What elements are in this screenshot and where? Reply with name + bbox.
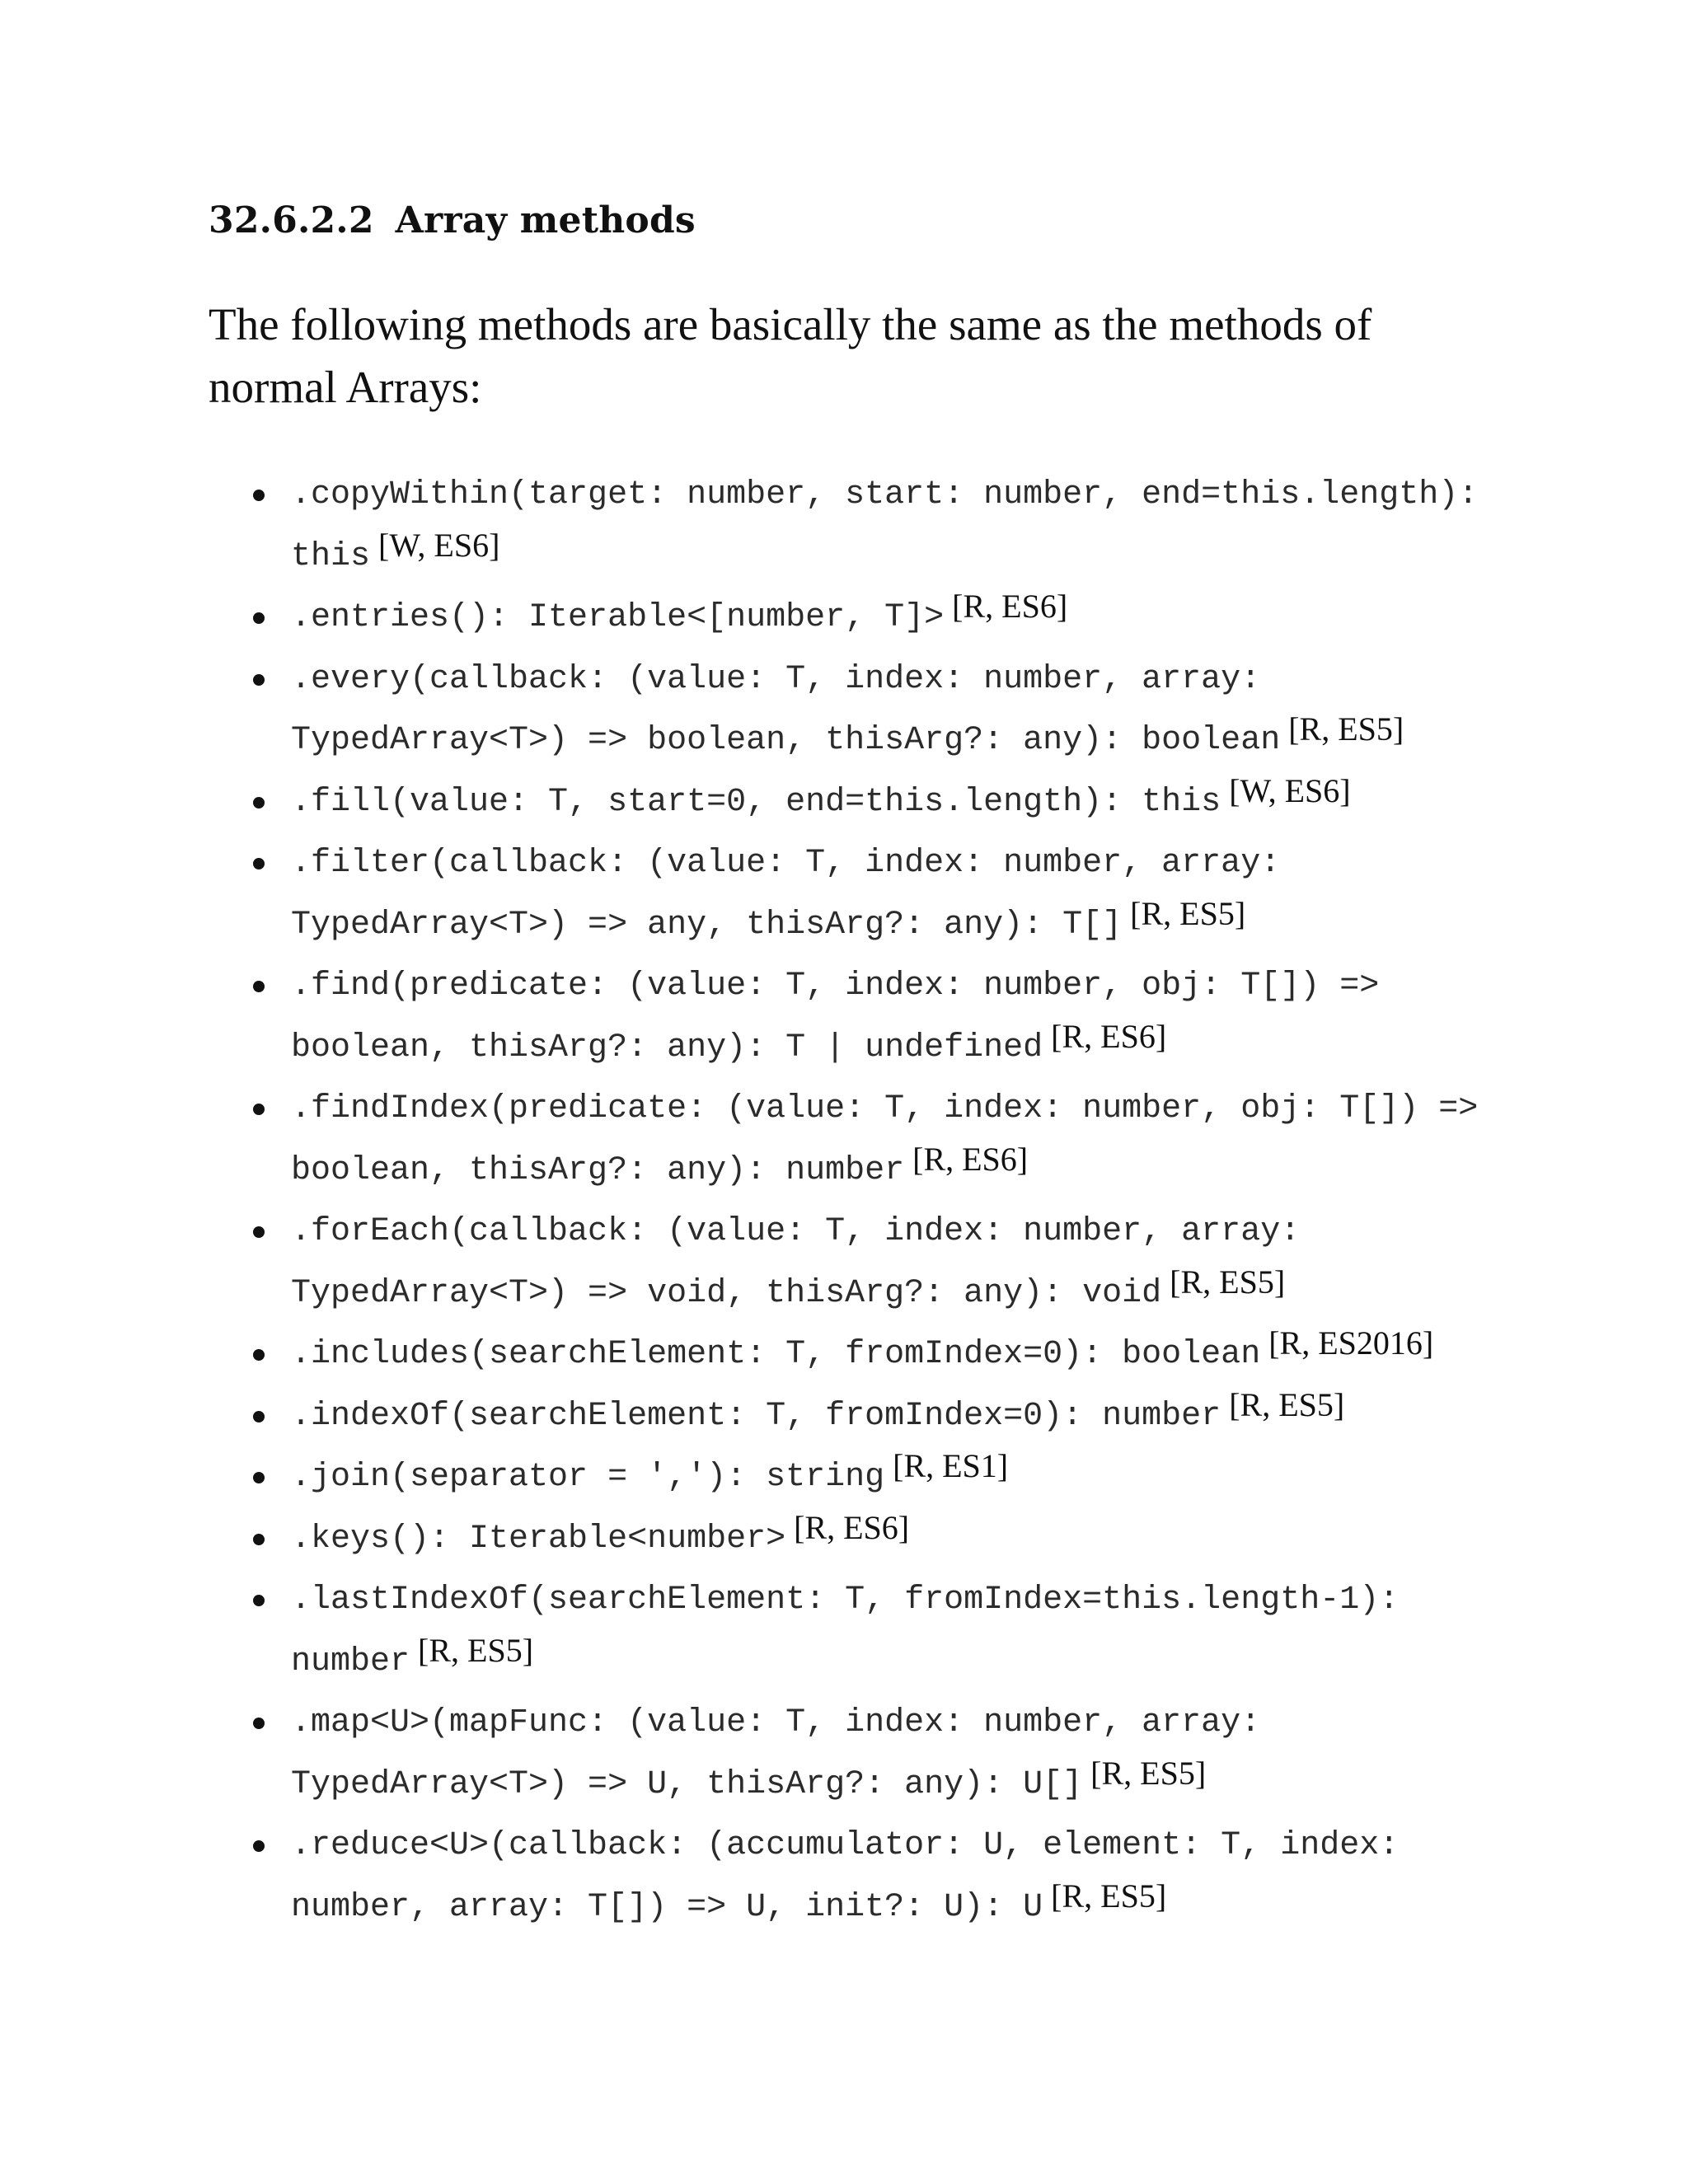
bullet-icon [253,1104,265,1115]
list-item [209,1570,1494,1693]
list-item [209,1509,1494,1571]
bullet-icon [253,490,265,501]
list-item [209,588,1494,649]
method-tag: [W, ES6] [1229,771,1351,809]
method-signature: .every(callback: (value: T, index: number, array: TypedArray<T>) => boolean, thisArg?: any): boolean [291,660,1281,759]
bullet-icon [253,1840,265,1852]
bullet-icon [253,674,265,686]
method-signature: .includes(searchElement: T, fromIndex=0): boolean [291,1336,1261,1373]
method-tag: [R, ES5] [1090,1754,1207,1792]
list-item [209,833,1494,956]
method-signature: .find(predicate: (value: T, index: number, obj: T[]) => boolean, thisArg?: any): T | undefined [291,968,1380,1066]
list-item [209,1386,1494,1448]
section-title: Array methods [395,199,696,241]
method-tag: [R, ES5] [418,1631,534,1669]
method-signature: .forEach(callback: (value: T, index: number, array: TypedArray<T>) => void, thisArg?: any): void [291,1213,1301,1312]
list-item [209,1079,1494,1202]
method-tag: [R, ES5] [1051,1877,1167,1915]
bullet-icon [253,797,265,808]
method-tag: [W, ES6] [378,526,500,564]
method-signature: .map<U>(mapFunc: (value: T, index: number, array: TypedArray<T>) => U, thisArg?: any): U[] [291,1704,1261,1803]
method-signature: .fill(value: T, start=0, end=this.length): this [291,783,1221,821]
bullet-icon [253,858,265,869]
bullet-icon [253,1411,265,1422]
method-signature: .copyWithin(target: number, start: number, end=this.length): this [291,476,1479,575]
method-tag: [R, ES5] [1130,894,1246,932]
list-item [209,1202,1494,1324]
list-item [209,465,1494,588]
method-signature: .entries(): Iterable<[number, T]> [291,599,945,636]
method-signature: .reduce<U>(callback: (accumulator: U, element: T, index: number, array: T[]) => U, init?: U): U [291,1827,1400,1926]
method-tag: [R, ES1] [893,1447,1009,1484]
method-tag: [R, ES6] [1051,1017,1167,1055]
list-item [209,1324,1494,1386]
method-signature: .keys(): Iterable<number> [291,1520,786,1558]
intro-paragraph: The following methods are basically the same as the methods of normal Arrays: [209,299,1372,412]
bullet-icon [253,612,265,624]
bullet-icon [253,1349,265,1361]
method-signature: .filter(callback: (value: T, index: number, array: TypedArray<T>) => any, thisArg?: any): T[] [291,845,1281,944]
list-item [209,772,1494,834]
method-tag: [R, ES5] [1170,1263,1286,1301]
section-number: 32.6.2.2 [209,199,374,241]
method-signature: .lastIndexOf(searchElement: T, fromIndex=this.length-1): number [291,1582,1400,1680]
list-item [209,1816,1494,1938]
bullet-icon [253,981,265,992]
method-tag: [R, ES6] [912,1140,1029,1178]
list-item [209,649,1494,772]
method-tag: [R, ES2016] [1268,1324,1434,1361]
list-item [209,1447,1494,1509]
bullet-icon [253,1718,265,1729]
section-heading [209,196,1494,246]
method-signature: .indexOf(searchElement: T, fromIndex=0): number [291,1397,1221,1435]
bullet-icon [253,1472,265,1483]
method-tag: [R, ES5] [1288,710,1404,748]
bullet-icon [253,1534,265,1545]
list-item [209,956,1494,1079]
page-content [209,196,1494,1938]
bullet-icon [253,1226,265,1238]
method-signature: .findIndex(predicate: (value: T, index: number, obj: T[]) => boolean, thisArg?: any): number [291,1090,1479,1189]
bullet-icon [253,1595,265,1606]
method-tag: [R, ES5] [1229,1385,1345,1423]
method-tag: [R, ES6] [952,588,1068,625]
list-item [209,1693,1494,1816]
method-signature: .join(separator = ','): string [291,1459,885,1496]
method-tag: [R, ES6] [794,1508,910,1546]
method-list [209,465,1494,1938]
